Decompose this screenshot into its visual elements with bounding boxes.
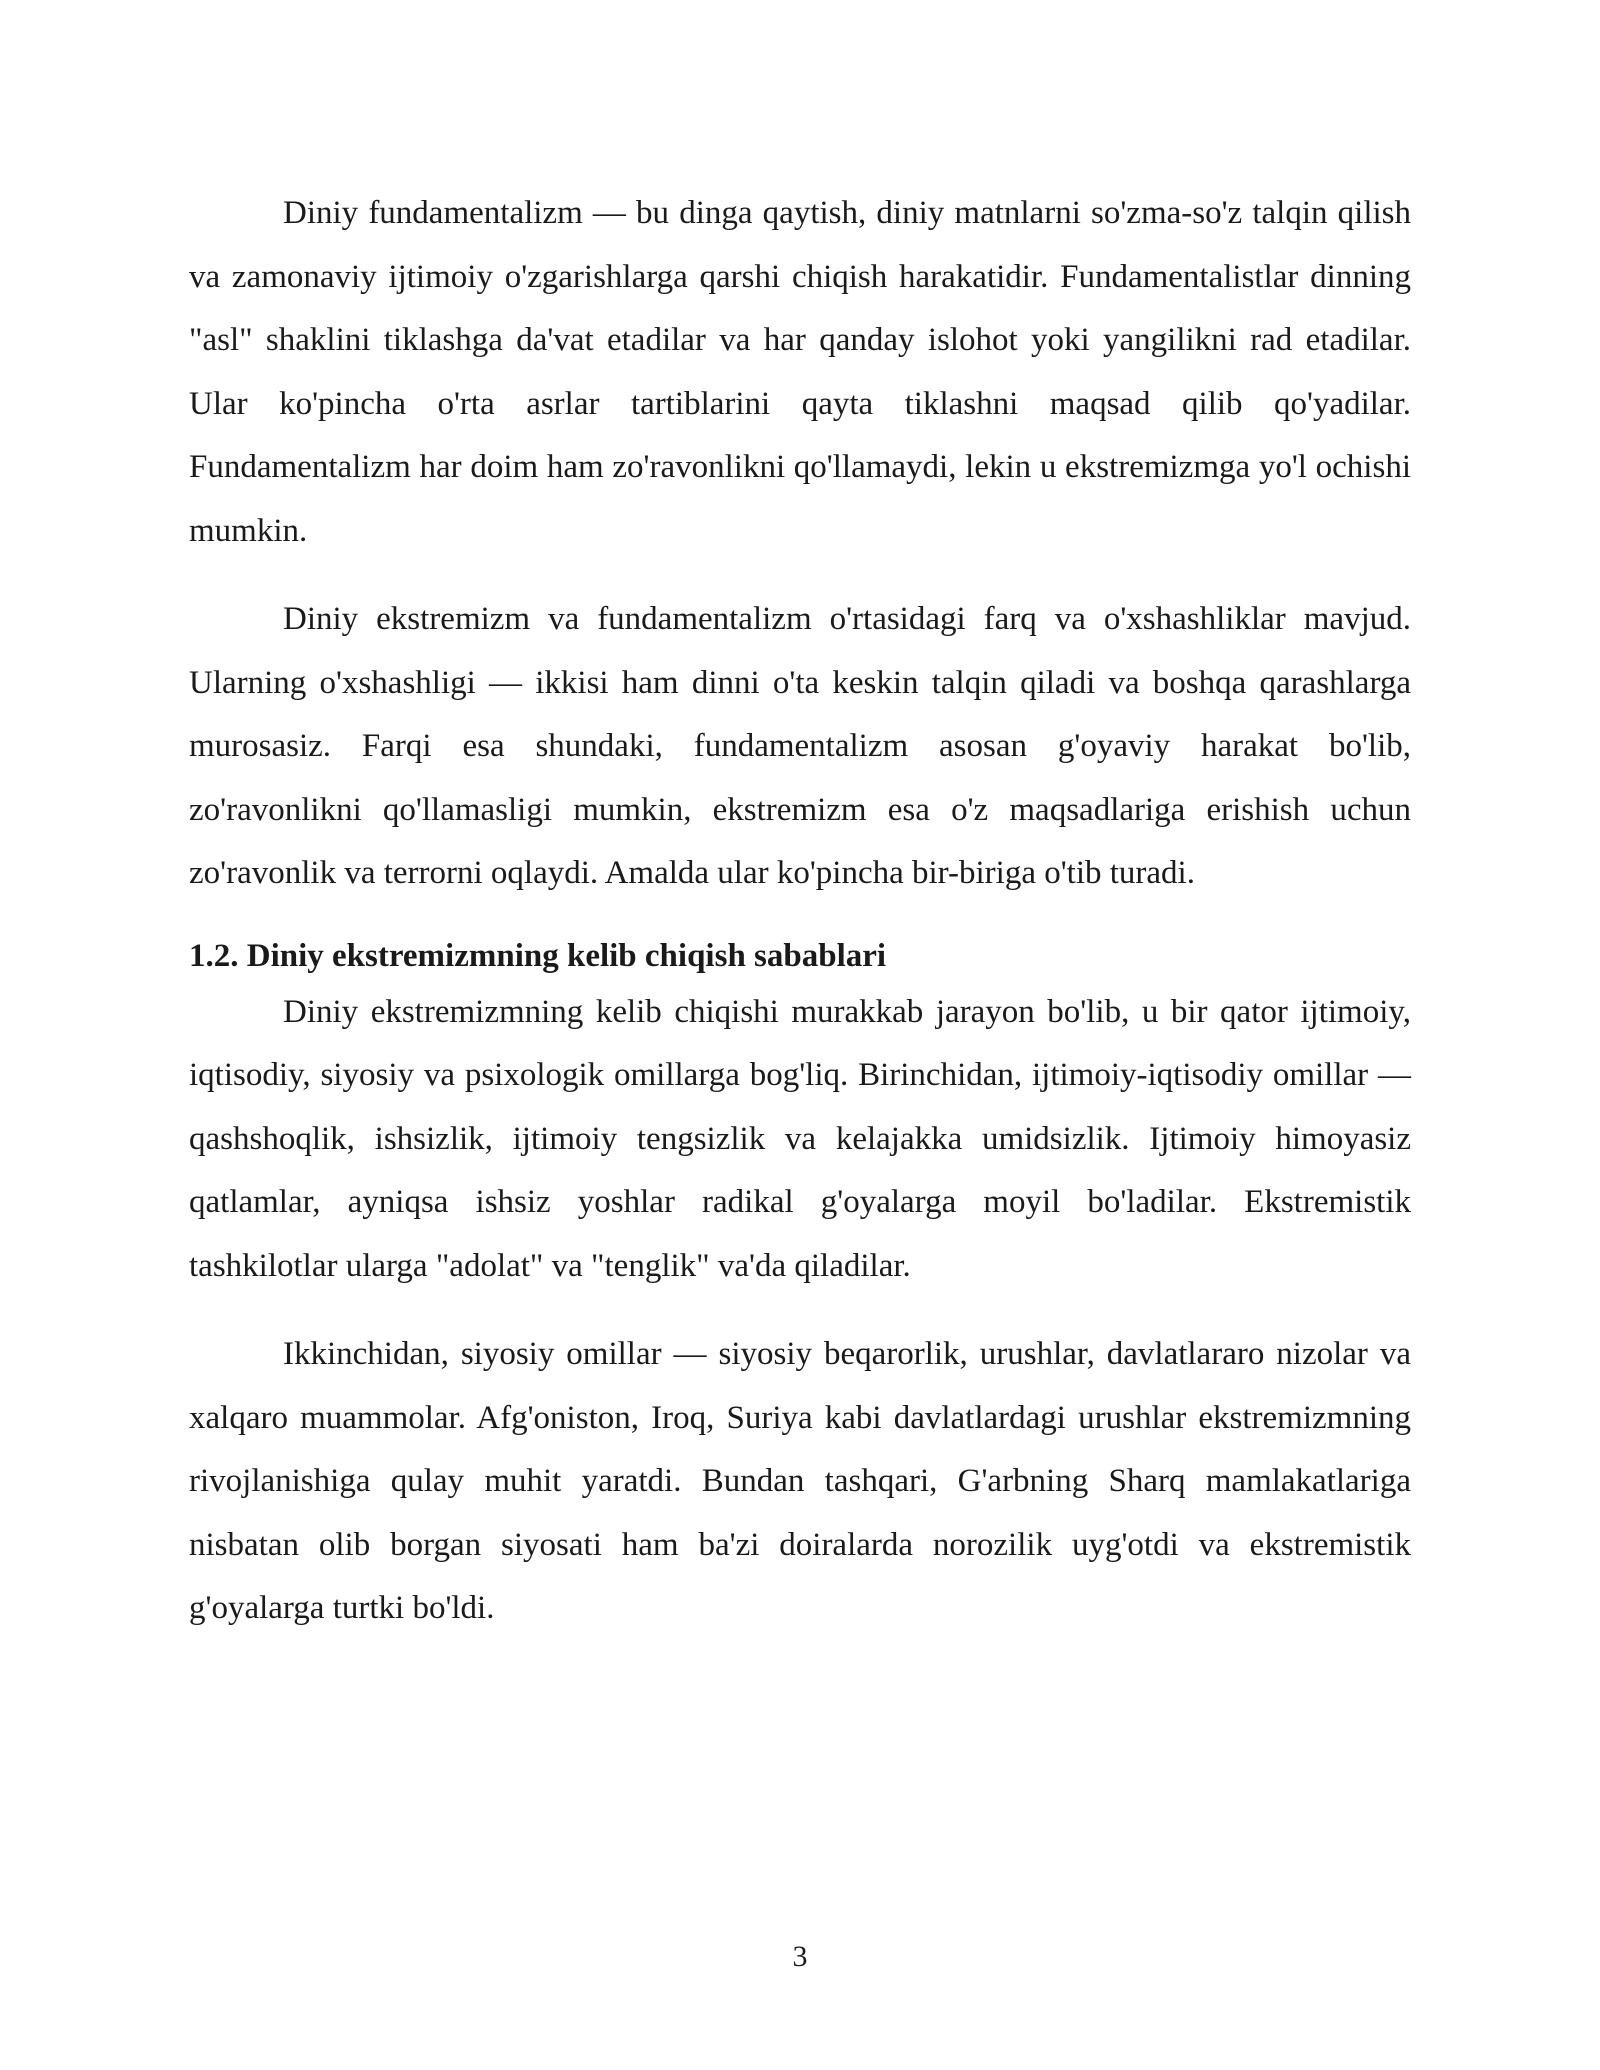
- paragraph-socioeconomic-factors: Diniy ekstremizmning kelib chiqishi murakkab jarayon bo'lib, u bir qator ijtimoiy, iqtisodiy, siyosiy va psixologik omillarga bog'liq. Birinchidan, ijtimoiy-iqtisodiy omillar — qashshoqlik, ishsizlik, ijtimoiy tengsizlik va kelajakka umidsizlik. Ijtimoiy himoyasiz qatlamlar, ayniqsa ishsiz yoshlar radikal g'oyalarga moyil bo'ladilar. Ekstremistik tashkilotlar ularga "adolat" va "tenglik" va'da qiladilar.: [189, 993, 1411, 1284]
- paragraph-differences-similarities: Diniy ekstremizm va fundamentalizm o'rtasidagi farq va o'xshashliklar mavjud. Ularning o'xshashligi — ikkisi ham dinni o'ta keskin talqin qiladi va boshqa qarashlarga murosasiz. Farqi esa shundaki, fundamentalizm asosan g'oyaviy harakat bo'lib, zo'ravonlikni qo'llamasligi mumkin, ekstremizm esa o'z maqsadlariga erishish uchun zo'ravonlik va terrorni oqlaydi. Amalda ular ko'pincha bir-biriga o'tib turadi.: [189, 601, 1411, 891]
- page-body: [189, 182, 1411, 1641]
- paragraph-fundamentalism-definition: Diniy fundamentalizm — bu dinga qaytish, diniy matnlarni so'zma-so'z talqin qilish va zamonaviy ijtimoiy o'zgarishlarga qarshi chiqish harakatidir. Fundamentalistlar dinning "asl" shaklini tiklashga da'vat etadilar va har qanday islohot yoki yangilikni rad etadilar. Ular ko'pincha o'rta asrlar tartiblarini qayta tiklashni maqsad qilib qo'yadilar. Fundamentalizm har doim ham zo'ravonlikni qo'llamaydi, lekin u ekstremizmga yo'l ochishi mumkin.: [189, 195, 1411, 549]
- section-heading: 1.2. Diniy ekstremizmning kelib chiqish sabablari: [189, 937, 887, 974]
- paragraph-political-factors: Ikkinchidan, siyosiy omillar — siyosiy beqarorlik, urushlar, davlatlararo nizolar va xalqaro muammolar. Afg'oniston, Iroq, Suriya kabi davlatlardagi urushlar ekstremizmning rivojlanishiga qulay muhit yaratdi. Bundan tashqari, G'arbning Sharq mamlakatlariga nisbatan olib borgan siyosati ham ba'zi doiralarda norozilik uyg'otdi va ekstremistik g'oyalarga turtki bo'ldi.: [189, 1336, 1411, 1626]
- page-number: 3: [792, 1940, 808, 1973]
